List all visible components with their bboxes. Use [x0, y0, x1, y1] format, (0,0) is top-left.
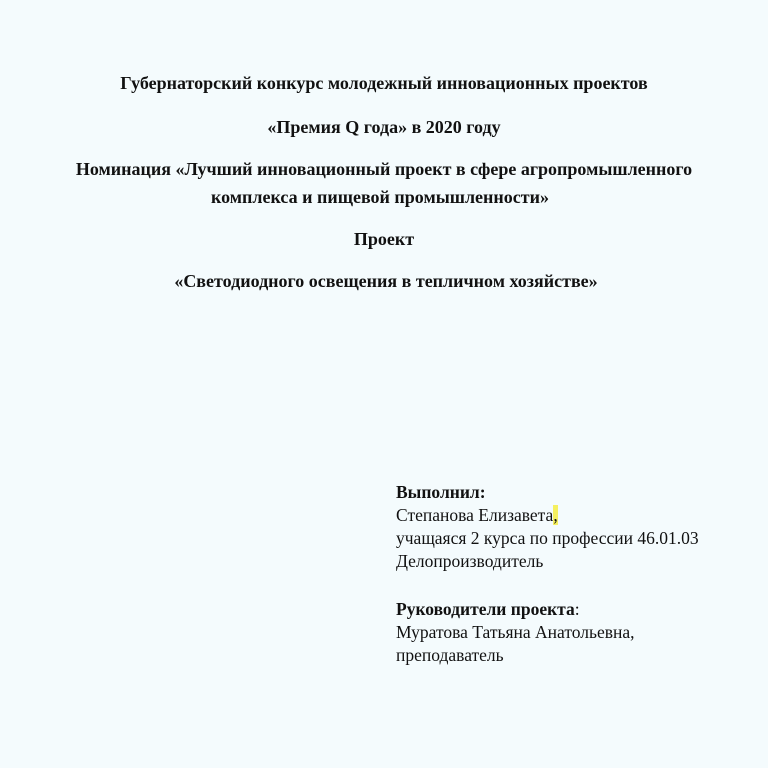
performer-course: учащаяся 2 курса по профессии 46.01.03 — [396, 528, 699, 548]
supervisor-name: Муратова Татьяна Анатольевна, — [396, 622, 635, 642]
performer-name-line — [396, 504, 699, 527]
contest-year: «Премия Q года» в 2020 году — [267, 117, 501, 137]
supervisor-label: Руководители проекта — [396, 599, 575, 619]
performer-name: Степанова Елизавета — [396, 505, 554, 525]
supervisor-label-line — [396, 598, 635, 621]
project-title: «Светодиодного освещения в тепличном хозяйстве» — [174, 271, 598, 291]
performer-name-comma: , — [553, 505, 558, 525]
project-label: Проект — [353, 229, 415, 249]
performer-label: Выполнил: — [396, 482, 486, 502]
nomination-line-1: Номинация «Лучший инновационный проект в сфере агропромышленного — [75, 159, 693, 179]
nomination-line-2: комплекса и пищевой промышленности» — [211, 187, 549, 207]
supervisor-label-colon: : — [574, 599, 580, 619]
contest-title: Губернаторский конкурс молодежный инновационных проектов — [120, 73, 648, 93]
supervisor-block — [396, 598, 635, 667]
performer-profession: Делопроизводитель — [396, 551, 544, 571]
performer-block — [396, 481, 699, 573]
supervisor-role: преподаватель — [396, 645, 504, 665]
